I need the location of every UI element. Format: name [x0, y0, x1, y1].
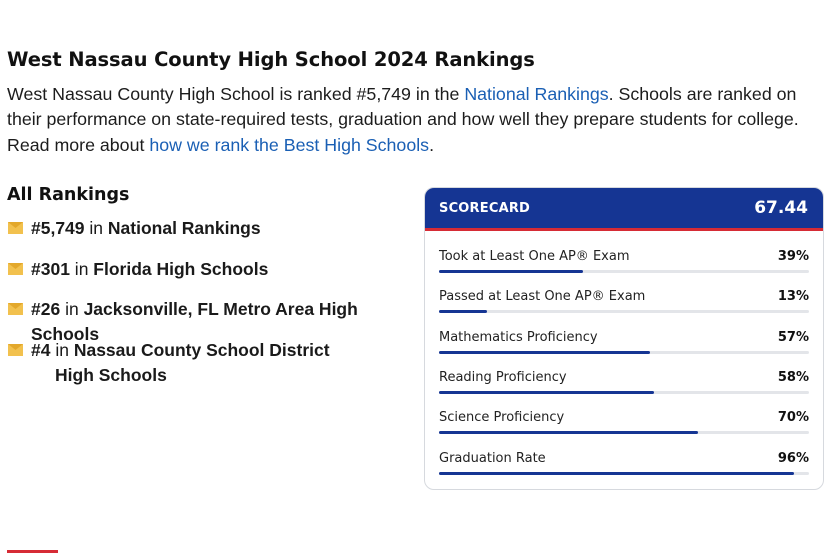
metric-label: Took at Least One AP® Exam: [439, 249, 630, 264]
metric-value: 70%: [777, 410, 809, 425]
metric-bar-fill: [439, 310, 487, 313]
rank-number: #4: [31, 340, 51, 360]
rank-number: #5,749: [31, 218, 85, 238]
rank-number: #26: [31, 299, 61, 319]
metric-label: Mathematics Proficiency: [439, 330, 598, 345]
metric-bar-track: [439, 270, 809, 273]
rank-list-name[interactable]: Jacksonville, FL Metro Area High Schools: [31, 299, 358, 344]
ranking-item: [7, 257, 407, 282]
scorecard-title: SCORECARD: [439, 200, 531, 216]
intro-text-3: .: [429, 134, 435, 155]
metric-label: Reading Proficiency: [439, 370, 567, 385]
how-we-rank-link[interactable]: how we rank the Best High Schools: [149, 134, 430, 155]
all-rankings-heading: All Rankings: [7, 185, 130, 205]
rank-number: #301: [31, 259, 70, 279]
metric-bar-track: [439, 391, 809, 394]
ribbon-icon: [8, 263, 23, 275]
metric-bar-fill: [439, 431, 698, 434]
scorecard-row: [439, 330, 809, 360]
metric-value: 96%: [777, 451, 809, 466]
metric-bar-track: [439, 472, 809, 475]
ranking-item: [7, 216, 407, 241]
section-accent-bar: [7, 550, 58, 553]
scorecard-header: [425, 188, 823, 231]
rank-list-name[interactable]: Nassau County School District High Schools: [55, 340, 330, 385]
scorecard-row: [439, 451, 809, 481]
page-title: West Nassau County High School 2024 Rankings: [7, 48, 535, 71]
metric-value: 39%: [777, 249, 809, 264]
ribbon-icon: [8, 344, 23, 356]
rank-in: in: [50, 340, 74, 360]
ribbon-icon: [8, 222, 23, 234]
ribbon-icon: [8, 303, 23, 315]
rank-in: in: [84, 218, 108, 238]
metric-label: Graduation Rate: [439, 451, 546, 466]
scorecard-row: [439, 410, 809, 440]
metric-bar-track: [439, 351, 809, 354]
scorecard-row: [439, 249, 809, 279]
intro-text-1: West Nassau County High School is ranked #5,749 in the: [7, 84, 465, 104]
rank-in: in: [69, 259, 94, 279]
scorecard-panel: [424, 187, 824, 490]
metric-bar-fill: [439, 351, 650, 354]
ranking-item: [7, 338, 407, 388]
metric-value: 13%: [777, 289, 809, 304]
scorecard-row: [439, 370, 809, 400]
rank-list-name[interactable]: Florida High Schools: [93, 259, 269, 279]
metric-bar-fill: [439, 472, 794, 475]
metric-value: 58%: [777, 370, 809, 385]
scorecard-score: 67.44: [754, 198, 808, 218]
rank-list-name[interactable]: National Rankings: [107, 218, 261, 238]
metric-bar-fill: [439, 391, 654, 394]
metric-label: Passed at Least One AP® Exam: [439, 289, 646, 304]
metric-label: Science Proficiency: [439, 410, 565, 425]
national-rankings-link[interactable]: National Rankings: [464, 84, 609, 104]
intro-paragraph: [7, 82, 829, 158]
intro-text-2: . Schools are ranked on their performance on state-required tests, graduation and how well they prepare students for college. Read more about: [7, 84, 799, 155]
metric-bar-track: [439, 310, 809, 313]
metric-bar-track: [439, 431, 809, 434]
metric-value: 57%: [777, 330, 809, 345]
scorecard-row: [439, 289, 809, 319]
rank-in: in: [60, 299, 84, 319]
metric-bar-fill: [439, 270, 583, 273]
